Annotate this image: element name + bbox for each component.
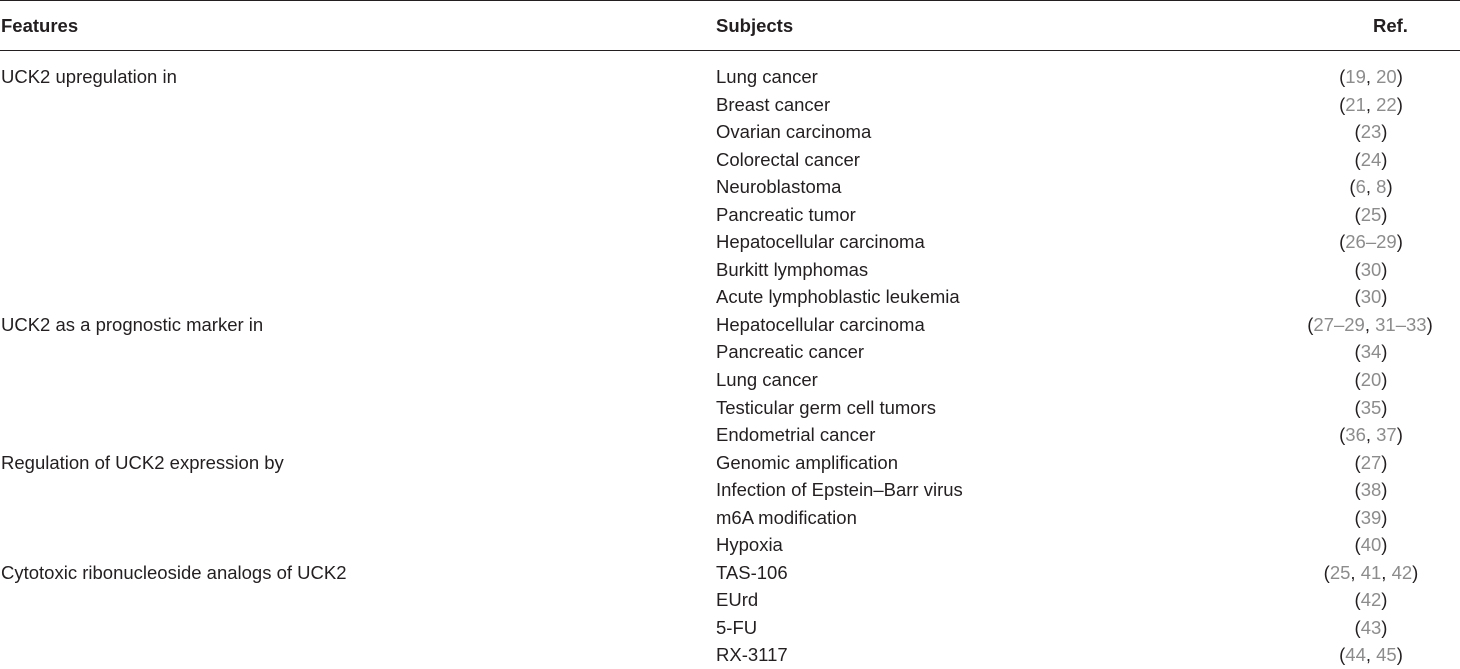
citation-punctuation: ) xyxy=(1381,258,1388,280)
subject-cell: Hepatocellular carcinoma xyxy=(716,231,925,253)
ref-cell[interactable] xyxy=(1310,531,1432,559)
citation-punctuation: ) xyxy=(1381,121,1388,143)
citation-number[interactable]: 6 xyxy=(1355,176,1366,198)
citation-number[interactable]: 40 xyxy=(1360,534,1382,556)
subject-cell: Genomic amplification xyxy=(716,451,898,473)
citation-punctuation: ) xyxy=(1381,451,1388,473)
citation-number[interactable]: 30 xyxy=(1360,286,1382,308)
citation-punctuation: ) xyxy=(1396,66,1403,87)
subject-cell: Lung cancer xyxy=(716,66,818,87)
citation-punctuation: ( xyxy=(1339,231,1346,253)
table-body xyxy=(0,63,1460,669)
ref-cell[interactable] xyxy=(1310,146,1432,174)
citation-punctuation: , xyxy=(1350,561,1361,583)
citation-number[interactable]: 24 xyxy=(1360,148,1382,170)
subject-cell: RX-3117 xyxy=(716,644,788,666)
citation-number[interactable]: 42 xyxy=(1391,561,1413,583)
citation-number[interactable]: 8 xyxy=(1376,176,1387,198)
citation-punctuation: ( xyxy=(1354,616,1361,638)
table-row xyxy=(0,201,1460,229)
citation-punctuation: ( xyxy=(1354,203,1361,225)
table-row xyxy=(0,559,1460,587)
table-row xyxy=(0,366,1460,394)
ref-cell[interactable] xyxy=(1310,173,1432,201)
citation-punctuation: ) xyxy=(1381,589,1388,611)
ref-cell[interactable] xyxy=(1310,228,1432,256)
subject-cell: Pancreatic cancer xyxy=(716,341,865,363)
subject-cell: Hypoxia xyxy=(716,534,783,556)
citation-punctuation: ( xyxy=(1354,451,1361,473)
subject-cell: TAS-106 xyxy=(716,561,788,583)
citation-number[interactable]: 44 xyxy=(1345,644,1366,666)
subject-cell: Breast cancer xyxy=(716,93,831,115)
subject-cell: m6A modification xyxy=(716,506,857,528)
citation-number[interactable]: 43 xyxy=(1360,616,1382,638)
citation-number[interactable]: 20 xyxy=(1360,369,1382,391)
citation-punctuation: ) xyxy=(1396,424,1403,446)
citation-number[interactable]: 38 xyxy=(1360,479,1382,501)
subject-cell: Pancreatic tumor xyxy=(716,203,856,225)
citation-number[interactable]: 37 xyxy=(1376,424,1397,446)
citation-number[interactable]: 25 xyxy=(1360,203,1382,225)
citation-number[interactable]: 41 xyxy=(1360,561,1382,583)
citation-number[interactable]: 34 xyxy=(1360,341,1382,363)
table-row xyxy=(0,586,1460,614)
citation-punctuation: ( xyxy=(1354,341,1361,363)
citation-punctuation: ( xyxy=(1354,396,1361,418)
ref-cell[interactable] xyxy=(1270,311,1460,339)
citation-number[interactable]: 20 xyxy=(1376,66,1397,87)
citation-punctuation: ) xyxy=(1381,534,1388,556)
table-row xyxy=(0,256,1460,284)
subject-cell: Neuroblastoma xyxy=(716,176,842,198)
table-row xyxy=(0,91,1460,119)
citation-punctuation: ( xyxy=(1354,148,1361,170)
ref-cell[interactable] xyxy=(1310,586,1432,614)
citation-punctuation: ) xyxy=(1381,341,1388,363)
subject-cell: Lung cancer xyxy=(716,369,818,391)
citation-punctuation: ) xyxy=(1426,313,1433,335)
citation-punctuation: ) xyxy=(1381,286,1388,308)
citation-punctuation: , xyxy=(1365,424,1377,446)
citation-punctuation: ) xyxy=(1396,644,1403,666)
table-row xyxy=(0,338,1460,366)
citation-number[interactable]: 21 xyxy=(1345,93,1366,115)
citation-punctuation: ( xyxy=(1354,369,1361,391)
feature-cell: Regulation of UCK2 expression by xyxy=(1,451,284,473)
ref-cell[interactable] xyxy=(1310,394,1432,422)
table-row xyxy=(0,146,1460,174)
subject-cell: EUrd xyxy=(716,589,759,611)
citation-punctuation: ( xyxy=(1354,258,1361,280)
ref-cell[interactable] xyxy=(1310,118,1432,146)
citation-number[interactable]: 19 xyxy=(1345,66,1366,87)
citation-punctuation: ( xyxy=(1354,534,1361,556)
citation-punctuation: ) xyxy=(1381,369,1388,391)
table-row xyxy=(0,476,1460,504)
citation-number[interactable]: 27–29 xyxy=(1313,313,1365,335)
table-top-rule xyxy=(0,0,1460,1)
citation-number[interactable]: 42 xyxy=(1360,589,1382,611)
citation-number[interactable]: 22 xyxy=(1376,93,1397,115)
ref-cell[interactable] xyxy=(1310,614,1432,642)
table-row xyxy=(0,614,1460,642)
citation-number[interactable]: 35 xyxy=(1360,396,1382,418)
feature-cell: Cytotoxic ribonucleoside analogs of UCK2 xyxy=(1,561,347,583)
citation-punctuation: ) xyxy=(1381,616,1388,638)
citation-punctuation: ) xyxy=(1381,506,1388,528)
citation-punctuation: , xyxy=(1365,176,1377,198)
ref-cell[interactable] xyxy=(1310,283,1432,311)
table-row xyxy=(0,504,1460,532)
ref-cell[interactable] xyxy=(1310,421,1432,449)
citation-punctuation: , xyxy=(1364,313,1376,335)
ref-cell[interactable] xyxy=(1310,504,1432,532)
ref-cell[interactable] xyxy=(1310,338,1432,366)
citation-punctuation: ( xyxy=(1354,589,1361,611)
subject-cell: Colorectal cancer xyxy=(716,148,860,170)
table-row xyxy=(0,421,1460,449)
ref-cell[interactable] xyxy=(1310,366,1432,394)
citation-punctuation: ( xyxy=(1354,121,1361,143)
table-row xyxy=(0,531,1460,559)
citation-number[interactable]: 45 xyxy=(1376,644,1397,666)
citation-number[interactable]: 25 xyxy=(1329,561,1351,583)
subject-cell: Acute lymphoblastic leukemia xyxy=(716,286,960,308)
table-row xyxy=(0,311,1460,339)
subject-cell: Burkitt lymphomas xyxy=(716,258,869,280)
column-header-subjects: Subjects xyxy=(716,15,794,36)
ref-cell[interactable] xyxy=(1310,256,1432,284)
ref-cell[interactable] xyxy=(1310,476,1432,504)
citation-punctuation: ( xyxy=(1354,479,1361,501)
table-row xyxy=(0,118,1460,146)
citation-punctuation: ) xyxy=(1412,561,1419,583)
feature-cell: UCK2 as a prognostic marker in xyxy=(1,313,264,335)
citation-number[interactable]: 39 xyxy=(1360,506,1382,528)
citation-punctuation: ) xyxy=(1381,479,1388,501)
table-row xyxy=(0,283,1460,311)
citation-punctuation: ( xyxy=(1354,506,1361,528)
citation-punctuation: ( xyxy=(1349,176,1356,198)
table-row xyxy=(0,449,1460,477)
ref-cell[interactable] xyxy=(1310,63,1432,91)
subject-cell: Endometrial cancer xyxy=(716,424,876,446)
subject-cell: Testicular germ cell tumors xyxy=(716,396,937,418)
column-header-features: Features xyxy=(1,15,79,36)
subject-cell: 5-FU xyxy=(716,616,758,638)
ref-cell[interactable] xyxy=(1310,201,1432,229)
citation-punctuation: ) xyxy=(1381,203,1388,225)
table-row xyxy=(0,63,1460,91)
citation-punctuation: , xyxy=(1365,644,1377,666)
feature-cell: UCK2 upregulation in xyxy=(1,66,177,87)
citation-punctuation: , xyxy=(1365,93,1377,115)
subject-cell: Hepatocellular carcinoma xyxy=(716,313,925,335)
citation-punctuation: ) xyxy=(1386,176,1393,198)
citation-punctuation: , xyxy=(1365,66,1377,87)
subject-cell: Ovarian carcinoma xyxy=(716,121,872,143)
citation-punctuation: ) xyxy=(1381,396,1388,418)
table-row xyxy=(0,228,1460,256)
citation-punctuation: ( xyxy=(1339,424,1346,446)
citation-punctuation: , xyxy=(1381,561,1392,583)
citation-punctuation: ) xyxy=(1396,231,1403,253)
citation-number[interactable]: 31–33 xyxy=(1375,313,1427,335)
citation-number[interactable]: 26–29 xyxy=(1345,231,1397,253)
citation-number[interactable]: 36 xyxy=(1345,424,1366,446)
citation-punctuation: ( xyxy=(1339,644,1346,666)
citation-punctuation: ( xyxy=(1339,93,1346,115)
subject-cell: Infection of Epstein–Barr virus xyxy=(716,479,963,501)
citation-number[interactable]: 30 xyxy=(1360,258,1382,280)
citation-number[interactable]: 27 xyxy=(1360,451,1382,473)
citation-punctuation: ( xyxy=(1323,561,1330,583)
ref-cell[interactable] xyxy=(1310,449,1432,477)
ref-cell[interactable] xyxy=(1310,559,1432,587)
table-row xyxy=(0,173,1460,201)
citation-punctuation: ( xyxy=(1339,66,1346,87)
ref-cell[interactable] xyxy=(1310,91,1432,119)
citation-punctuation: ( xyxy=(1307,313,1314,335)
table-row xyxy=(0,394,1460,422)
citation-number[interactable]: 23 xyxy=(1360,121,1382,143)
citation-punctuation: ( xyxy=(1354,286,1361,308)
column-header-ref: Ref. xyxy=(1373,15,1408,36)
citation-punctuation: ) xyxy=(1381,148,1388,170)
citation-punctuation: ) xyxy=(1396,93,1403,115)
header-bottom-rule xyxy=(0,50,1460,51)
